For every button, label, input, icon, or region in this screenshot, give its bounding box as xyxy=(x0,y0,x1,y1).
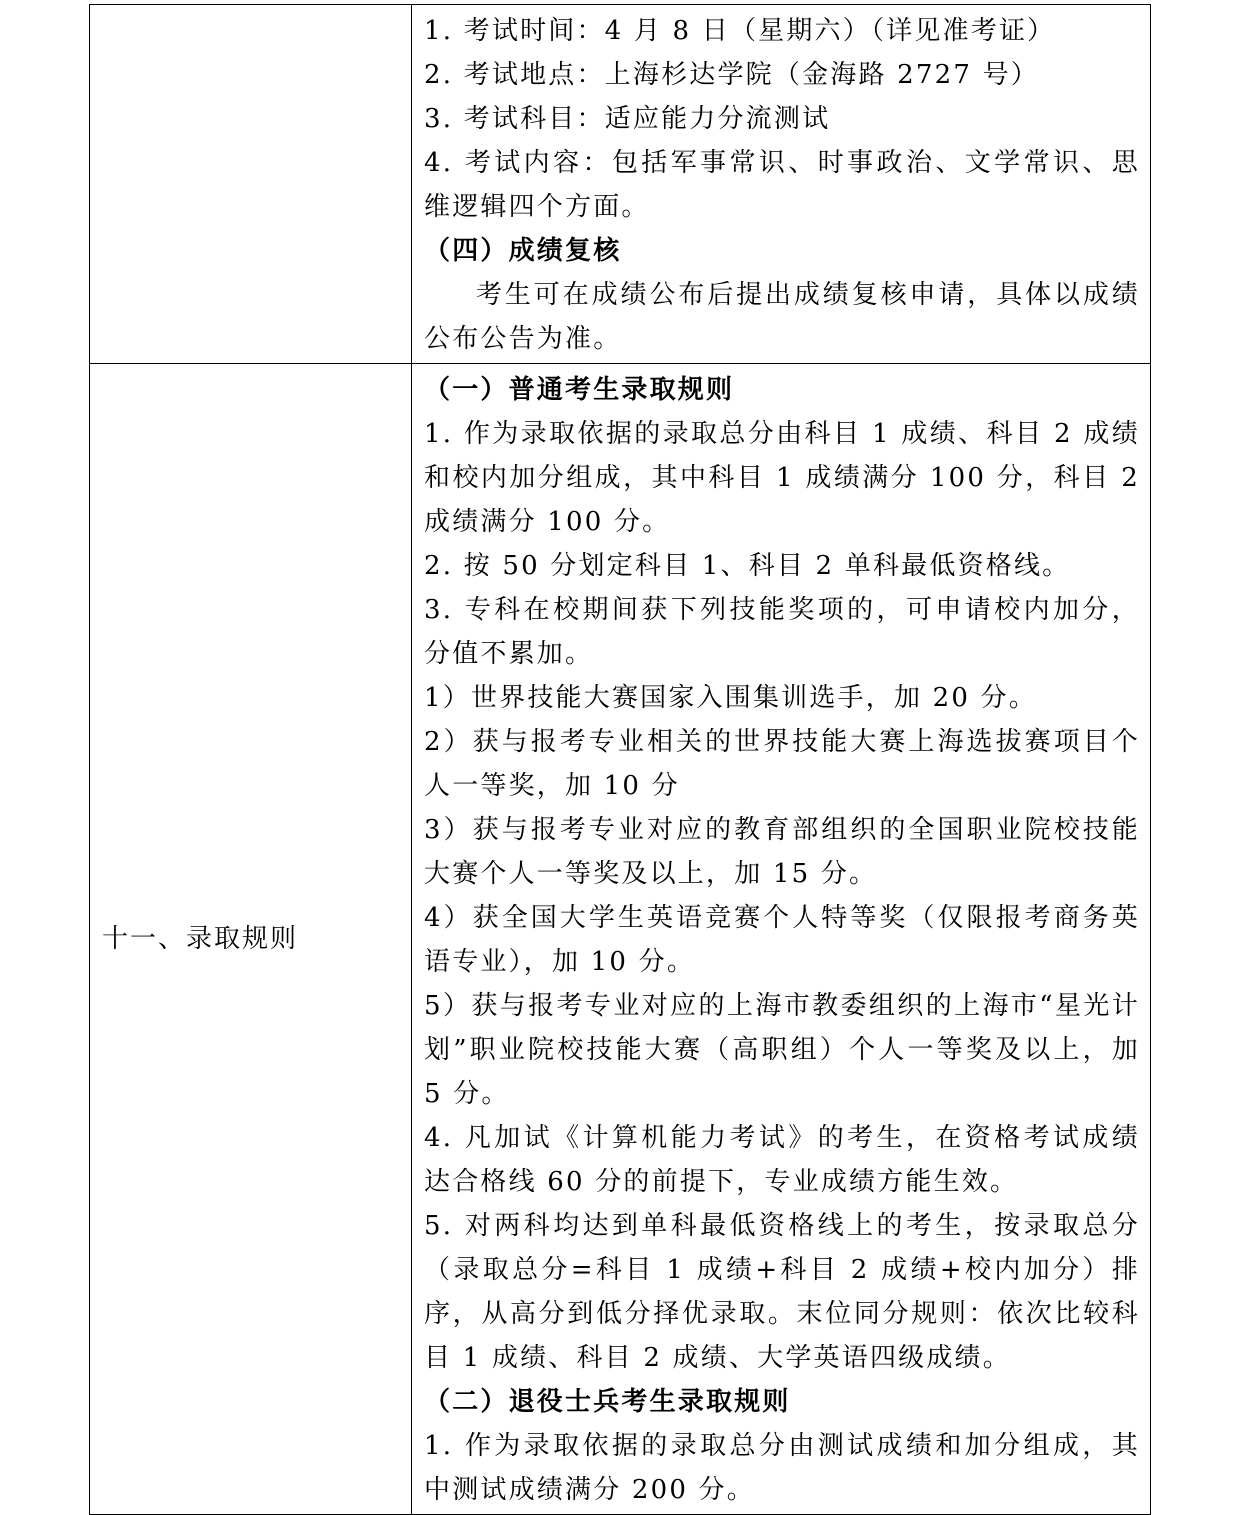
rule-item: 5. 对两科均达到单科最低资格线上的考生，按录取总分（录取总分=科目 1 成绩+科目 2 成绩+校内加分）排序，从高分到低分择优录取。末位同分规则：依次比较科目 1 成绩、科目 2 成绩、大学英语四级成绩。 xyxy=(424,1211,1140,1373)
rule-item: 3. 专科在校期间获下列技能奖项的，可申请校内加分，分值不累加。 xyxy=(424,595,1140,669)
admission-rules-label: 十一、录取规则 xyxy=(102,924,299,954)
exam-time-line: 1. 考试时间：4 月 8 日（星期六）（详见准考证） xyxy=(424,16,1056,46)
table-row-admission-rules xyxy=(90,364,1151,1515)
veteran-admission-heading: （二）退役士兵考生录取规则 xyxy=(424,1387,791,1417)
rule-item: 2. 按 50 分划定科目 1、科目 2 单科最低资格线。 xyxy=(424,551,1071,581)
rule-item: 1. 作为录取依据的录取总分由科目 1 成绩、科目 2 成绩和校内加分组成，其中科目 1 成绩满分 100 分，科目 2 成绩满分 100 分。 xyxy=(424,419,1140,537)
rule-item: 1. 作为录取依据的录取总分由测试成绩和加分组成，其中测试成绩满分 200 分。 xyxy=(424,1431,1140,1505)
exam-subject-line: 3. 考试科目：适应能力分流测试 xyxy=(424,104,831,134)
score-review-heading: （四）成绩复核 xyxy=(424,236,622,266)
exam-location-line: 2. 考试地点：上海杉达学院（金海路 2727 号） xyxy=(424,60,1039,90)
bonus-item: 2）获与报考专业相关的世界技能大赛上海选拔赛项目个人一等奖，加 10 分 xyxy=(424,727,1140,801)
bonus-item: 3）获与报考专业对应的教育部组织的全国职业院校技能大赛个人一等奖及以上，加 15 分。 xyxy=(424,815,1140,889)
row-content xyxy=(412,364,1150,1514)
bonus-item: 5）获与报考专业对应的上海市教委组织的上海市“星光计划”职业院校技能大赛（高职组）个人一等奖及以上，加 5 分。 xyxy=(424,991,1140,1109)
bonus-item: 4）获全国大学生英语竞赛个人特等奖（仅限报考商务英语专业），加 10 分。 xyxy=(424,903,1140,977)
row-label-cell xyxy=(90,364,412,1515)
row-label-cell xyxy=(90,5,412,364)
rule-item: 4. 凡加试《计算机能力考试》的考生，在资格考试成绩达合格线 60 分的前提下，专业成绩方能生效。 xyxy=(424,1123,1140,1197)
score-review-paragraph: 考生可在成绩公布后提出成绩复核申请，具体以成绩公布公告为准。 xyxy=(424,280,1140,354)
table-row-exam-arrangement xyxy=(90,5,1151,364)
regular-admission-heading: （一）普通考生录取规则 xyxy=(424,375,735,405)
regulation-table xyxy=(89,4,1151,1515)
row-content xyxy=(412,5,1150,363)
row-content-cell xyxy=(412,364,1151,1515)
row-content-cell xyxy=(412,5,1151,364)
exam-content-line: 4. 考试内容：包括军事常识、时事政治、文学常识、思维逻辑四个方面。 xyxy=(424,148,1140,222)
bonus-item: 1）世界技能大赛国家入围集训选手，加 20 分。 xyxy=(424,683,1037,713)
